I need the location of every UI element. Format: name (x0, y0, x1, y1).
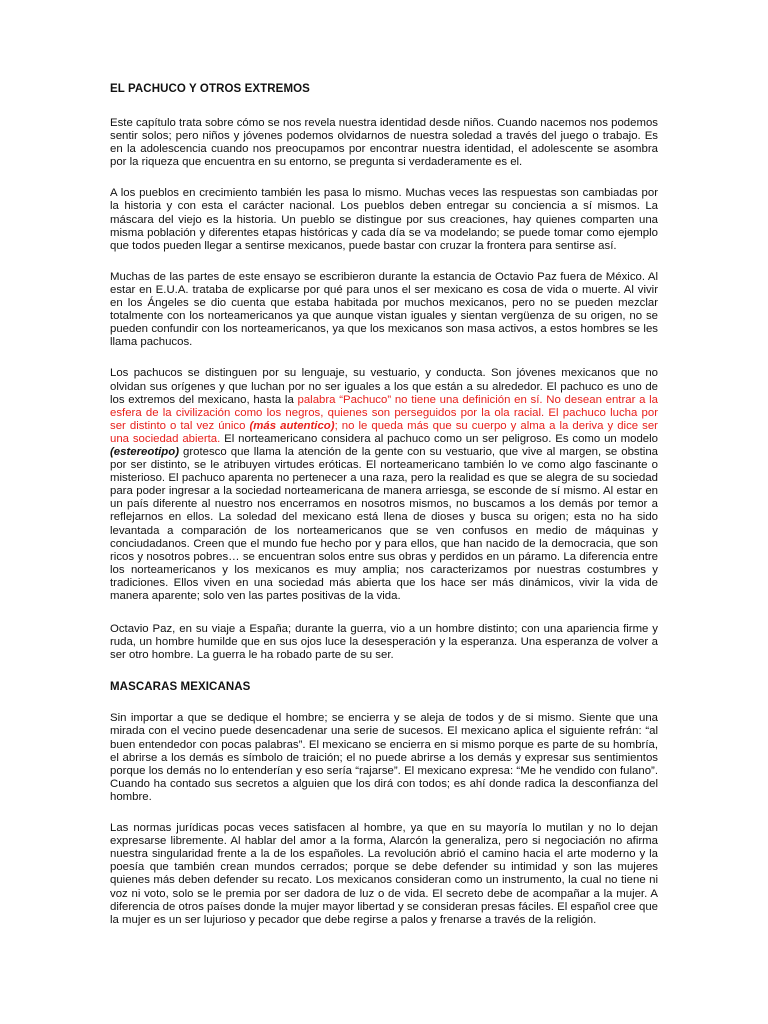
section-heading-mascaras: MASCARAS MEXICANAS (110, 681, 251, 694)
paragraph-pachucos (110, 367, 658, 603)
paragraph-identity: Este capítulo trata sobre cómo se nos revela nuestra identidad desde niños. Cuando nacemos nos podemos sentir solos; pero niños y jóvenes podemos olvidarnos de nuestra soledad a través del juego o trabajo. Es en la adolescencia cuando nos preocupamos por encontrar nuestra identidad, el adolescente se asombra por la riqueza que encuentra en su entorno, se pregunta si verdaderamente es el. (110, 117, 658, 169)
highlighted-text-red-bold-italic: (más autentico) (249, 419, 335, 432)
paragraph-pachucos-text-a: Los pachucos se distinguen por su lenguaje, su vestuario, y conducta. Son jóvenes mexicanos que no olvidan sus orígenes y que luchan por no ser iguales a los que están a su alrededor. El pachuco es uno de los extremos del mexicano, hasta la (110, 367, 658, 406)
paragraph-masks: Sin importar a que se dedique el hombre; se encierra y se aleja de todos y de si mismo. Siente que una mirada con el vecino puede desencadenar una serie de sucesos. El mexicano aplica el siguiente refrán: “al buen entendedor con pocas palabras”. El mexicano se encierra en si mismo porque es parte de su hombría, el abrirse a los demás es símbolo de traición; el no puede abrirse a los demás y expresar sus sentimientos porque los demás no lo entenderían y eso sería “rajarse”. El mexicano expresa: “Me he vendido con fulano”. Cuando ha contado sus secretos a alguien que los dirá con todos; es ahí donde radica la desconfianza del hombre. (110, 712, 658, 803)
highlighted-text-red: palabra “Pachuco” no tiene una definición en sí. No desean entrar a la esfera de la civilización como los negros, quienes son perseguidos por la ola racial. El pachuco lucha por ser distinto o tal vez único (110, 393, 658, 432)
document-page (110, 82, 658, 944)
emphasis-stereotype: (estereotipo) (110, 445, 179, 458)
paragraph-essay-origin: Muchas de las partes de este ensayo se escribieron durante la estancia de Octavio Paz fuera de México. Al estar en E.U.A. trataba de explicarse por qué para unos el ser mexicano es cosa de vida o muerte. Al vivir en los Ángeles se dio cuenta que estaba habitada por muchos mexicanos, pero no se pueden mezclar totalmente con los norteamericanos ya que aunque vistan iguales y sientan vergüenza de su origen, no se pueden confundir con los norteamericanos, ya que los mexicanos son masa activos, a estos hombres se les llama pachucos. (110, 270, 658, 349)
highlighted-text-red-end: ; no le queda más que su cuerpo y alma a la deriva y dice ser una sociedad abierta. (110, 419, 658, 445)
paragraph-pachucos-text-b: El norteamericano considera al pachuco como un ser peligroso. Es como un modelo (220, 432, 658, 445)
paragraph-peoples: A los pueblos en crecimiento también les pasa lo mismo. Muchas veces las respuestas son cambiadas por la historia y con esta el carácter nacional. Los pueblos deben entregar su conciencia a sí mismos. La máscara del viejo es la historia. Un pueblo se distingue por sus creaciones, hay quienes comparten una misma población y diferentes etapas históricas y cada día se va modelando; se puede tomar como ejemplo que todos pueden llegar a sentirse mexicanos, puede bastar con cruzar la frontera para sentirse así. (110, 187, 658, 252)
section-heading-pachuco: EL PACHUCO Y OTROS EXTREMOS (110, 83, 310, 95)
paragraph-octavio-spain: Octavio Paz, en su viaje a España; durante la guerra, vio a un hombre distinto; con una apariencia firme y ruda, un hombre humilde que en sus ojos luce la desesperación y la esperanza. Una esperanza de volver a ser otro hombre. La guerra le ha robado parte de su ser. (110, 623, 658, 662)
paragraph-pachucos-text-c: grotesco que llama la atención de la gente con su vestuario, que vive al margen, se obstina por ser distinto, se le atribuyen virtudes eróticas. El norteamericano también lo ve como algo fascinante o misterioso. El pachuco aparenta no pertenecer a una raza, pero la realidad es que se alegra de su sociedad para poder ingresar a la sociedad norteamericana de manera arriesga, se esconde de sí mismo. Al estar en un país diferente al nuestro nos encerramos en nosotros mismos, no buscamos a los demás por temor a reflejarnos en ellos. La soledad del mexicano está llena de dioses y busca su origen; esta no ha sido levantada a comparación de los norteamericanos que se ven confusos en medio de máquinas y conciudadanos. Creen que el mundo fue hecho por y para ellos, que han nacido de la democracia, que son ricos y nosotros pobres… se encuentran solos entre sus obras y perdidos en un páramo. La diferencia entre los norteamericanos y los mexicanos es muy amplia; nos caracterizamos por nuestras costumbres y tradiciones. Ellos viven en una sociedad más abierta que los hace ser más dinámicos, vivir la vida de manera aparente; solo ven las partes positivas de la vida. (110, 445, 658, 602)
paragraph-norms: Las normas jurídicas pocas veces satisfacen al hombre, ya que en su mayoría lo mutilan y no lo dejan expresarse libremente. Al hablar del amor a la forma, Alarcón la generaliza, pero si negociación no afirma nuestra singularidad frente a la de los españoles. La revolución abrió el camino hacia el arte moderno y la poesía que también crean mundos cerrados; porque se debe defender su intimidad y son las mujeres quienes más deben defender su recato. Los mexicanos consideran como un instrumento, la cual no tiene ni voz ni voto, solo se le premia por ser dadora de luz o de vida. El secreto debe de acompañar a la mujer. A diferencia de otros países donde la mujer mayor libertad y se consideran presas fáciles. El español cree que la mujer es un ser lujurioso y pecador que debe regirse a palos y frenarse a través de la religión. (110, 822, 658, 926)
